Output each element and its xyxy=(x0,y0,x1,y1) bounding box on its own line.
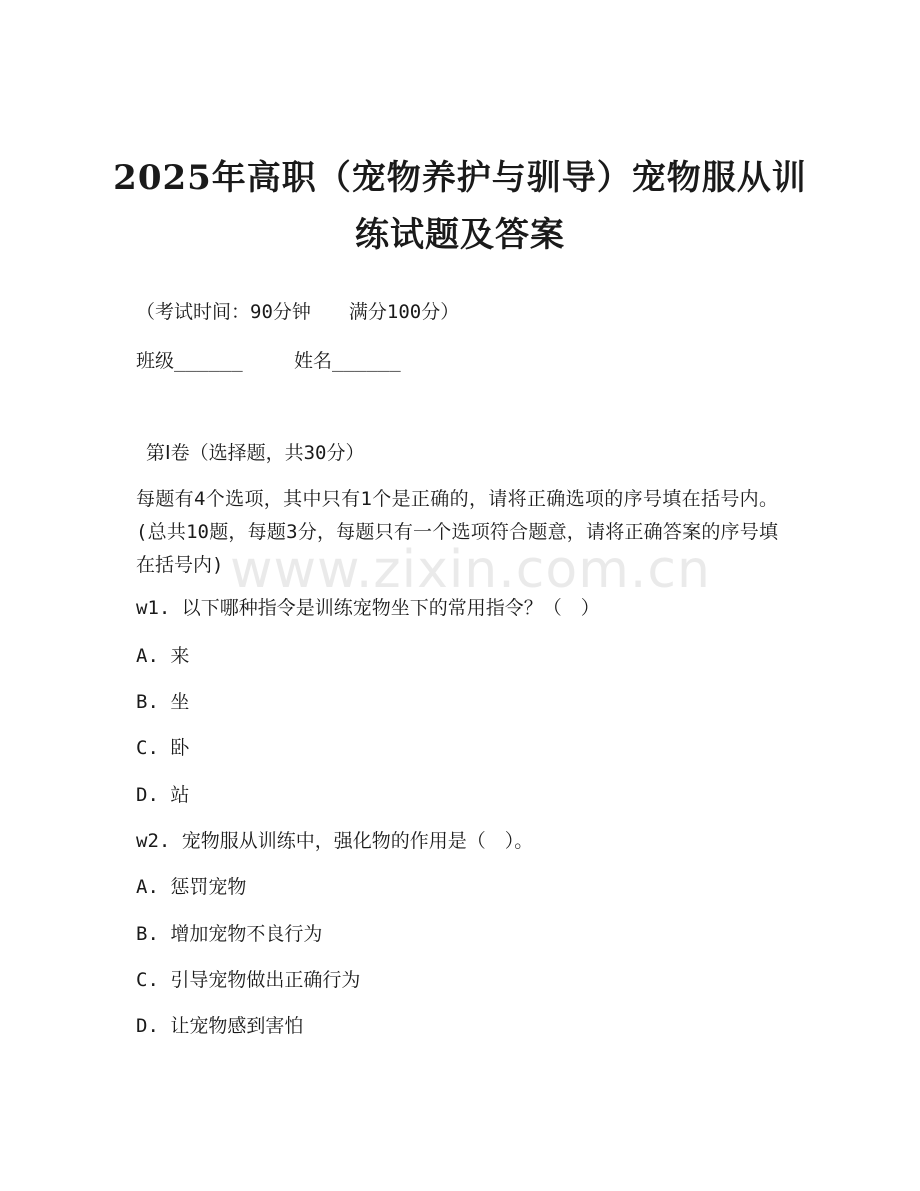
name-field: 姓名______ xyxy=(294,350,401,372)
question-1-option-d: D. 站 xyxy=(136,784,190,806)
question-2-stem: w2. 宠物服从训练中，强化物的作用是（ ）。 xyxy=(136,830,534,852)
question-2-option-b: B. 增加宠物不良行为 xyxy=(136,923,323,945)
question-2-option-a: A. 惩罚宠物 xyxy=(136,876,247,898)
section-title: 第Ⅰ卷（选择题，共30分） xyxy=(146,442,365,464)
document-title: 2025年高职（宠物养护与驯导）宠物服从训练试题及答案 xyxy=(113,158,807,255)
question-2-option-c: C. 引导宠物做出正确行为 xyxy=(136,969,361,991)
watermark: www.zixin.com.cn xyxy=(230,540,711,600)
question-2-option-d: D. 让宠物感到害怕 xyxy=(136,1015,304,1037)
question-1-option-a: A. 来 xyxy=(136,645,190,667)
class-field: 班级______ xyxy=(136,350,243,372)
exam-info: （考试时间：90分钟 满分100分） xyxy=(136,301,460,323)
instructions: 每题有4个选项，其中只有1个是正确的，请将正确选项的序号填在括号内。(总共10题，每题3分，每题只有一个选项符合题意，请将正确答案的序号填在括号内) xyxy=(136,488,778,576)
question-1-option-b: B. 坐 xyxy=(136,691,190,713)
question-1-option-c: C. 卧 xyxy=(136,737,190,759)
question-1-stem: w1. 以下哪种指令是训练宠物坐下的常用指令？（ ） xyxy=(136,597,600,619)
